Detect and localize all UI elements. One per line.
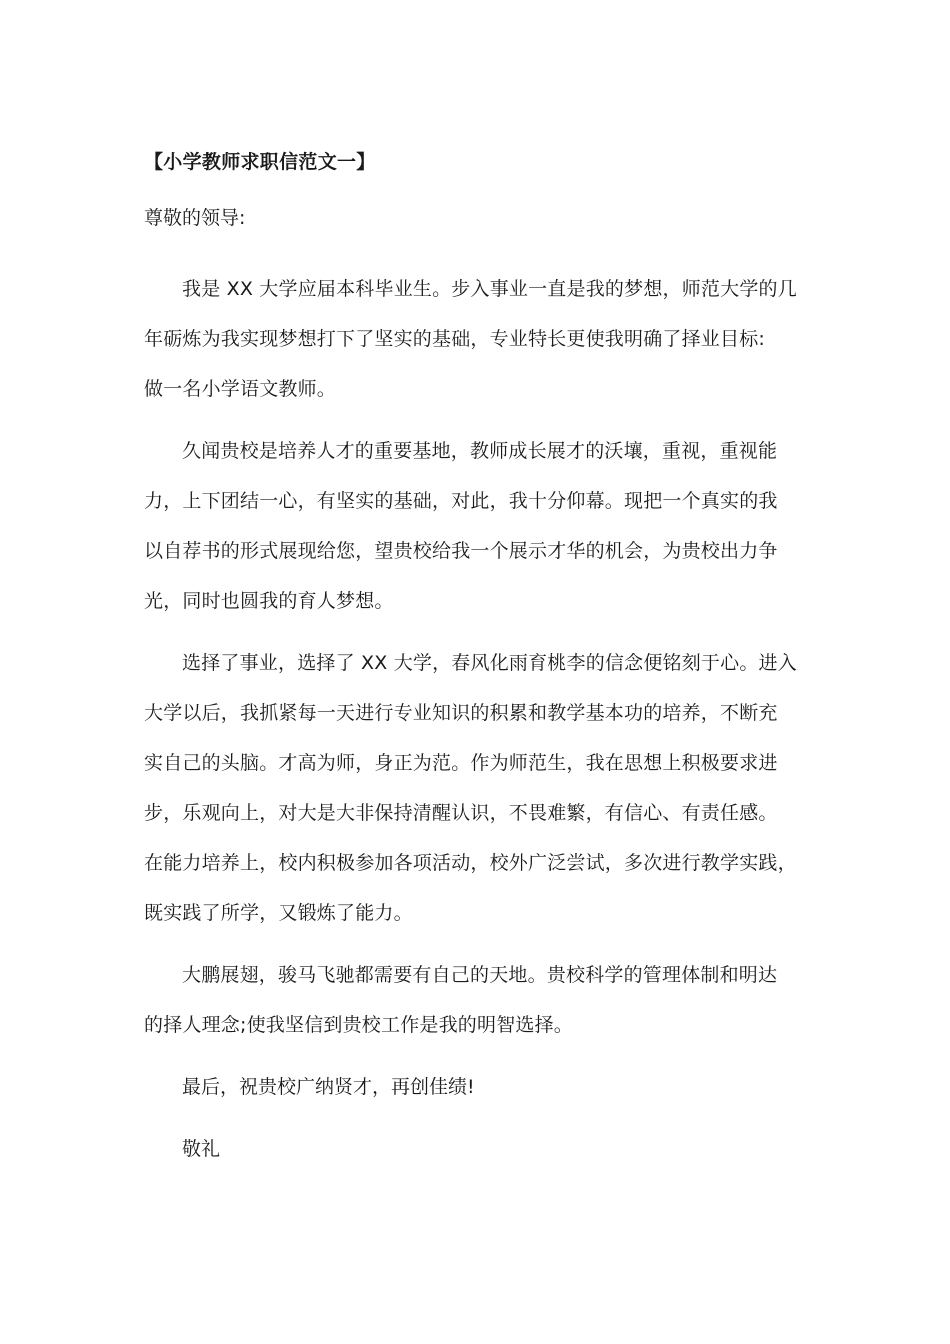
document-title: 【小学教师求职信范文一】 xyxy=(144,151,376,173)
text-line: 大学以后，我抓紧每一天进行专业知识的积累和教学基本功的培养，不断充 xyxy=(144,702,778,724)
text-line: 在能力培养上，校内积极参加各项活动，校外广泛尝试，多次进行教学实践， xyxy=(144,852,797,874)
text-line: 大鹏展翅，骏马飞驰都需要有自己的天地。贵校科学的管理体制和明达 xyxy=(182,964,778,986)
text-line: 年砺炼为我实现梦想打下了坚实的基础，专业特长更使我明确了择业目标: xyxy=(144,328,766,350)
text-line: 实自己的头脑。才高为师，身正为范。作为师范生，我在思想上积极要求进 xyxy=(144,752,778,774)
paragraph-conviction xyxy=(144,950,800,1050)
text-line: 的择人理念;使我坚信到贵校工作是我的明智选择。 xyxy=(144,1014,574,1036)
paragraph-school xyxy=(144,426,800,626)
text-line: 力，上下团结一心，有坚实的基础，对此，我十分仰幕。现把一个真实的我 xyxy=(144,490,778,512)
text-line: 做一名小学语文教师。 xyxy=(144,378,337,400)
text-line: 以自荐书的形式展现给您，望贵校给我一个展示才华的机会，为贵校出力争 xyxy=(144,540,778,562)
letter-body xyxy=(144,146,800,1186)
text-line: 我是 XX 大学应届本科毕业生。步入事业一直是我的梦想，师范大学的几 xyxy=(182,278,797,300)
text-line: 光，同时也圆我的育人梦想。 xyxy=(144,590,394,612)
text-line: 既实践了所学，又锻炼了能力。 xyxy=(144,902,413,924)
text-line: 久闻贵校是培养人才的重要基地，教师成长展才的沃壤，重视，重视能 xyxy=(182,440,778,462)
closing-wishes: 最后，祝贵校广纳贤才，再创佳绩! xyxy=(182,1076,475,1098)
closing-regards: 敬礼 xyxy=(182,1138,221,1160)
salutation: 尊敬的领导: xyxy=(144,207,246,229)
text-line: 选择了事业，选择了 XX 大学，春风化雨育桃李的信念便铭刻于心。进入 xyxy=(182,652,797,674)
text-line: 步，乐观向上，对大是大非保持清醒认识，不畏难繁，有信心、有责任感。 xyxy=(144,802,778,824)
paragraph-intro xyxy=(144,264,800,414)
paragraph-experience xyxy=(144,638,800,938)
